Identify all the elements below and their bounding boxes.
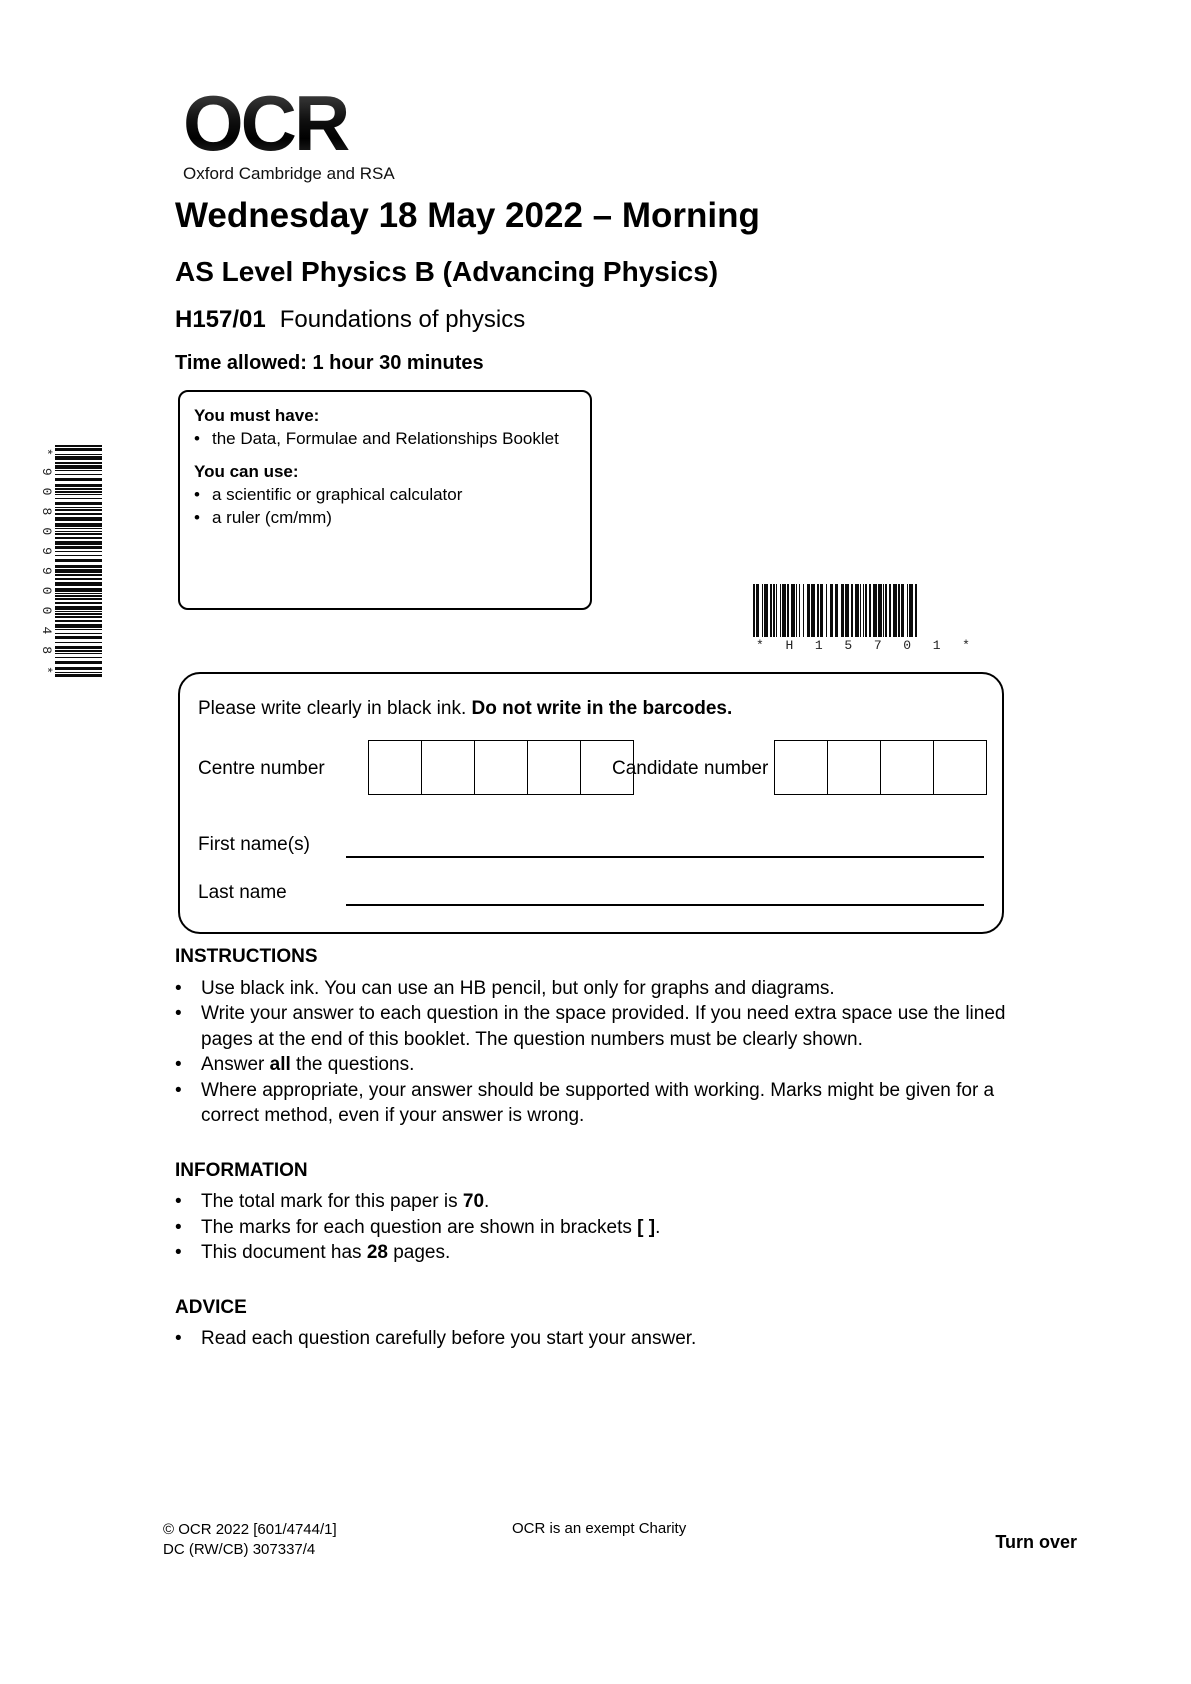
footer-copyright-line1: © OCR 2022 [601/4744/1] — [163, 1521, 337, 1538]
bullet-item: • Answer all the questions. — [175, 1052, 1027, 1078]
bullet-item: • The total mark for this paper is 70. — [175, 1189, 1027, 1215]
page-title: Wednesday 18 May 2022 – Morning — [175, 196, 760, 235]
bullet-dot: • — [175, 1054, 182, 1075]
number-cell[interactable] — [422, 740, 475, 795]
bullet-dot: • — [175, 977, 182, 999]
footer-copyright-line2: DC (RW/CB) 307337/4 — [163, 1541, 316, 1558]
can-use-label: You can use: — [194, 462, 299, 481]
number-cell[interactable] — [528, 740, 581, 795]
turn-over-label: Turn over — [995, 1532, 1077, 1552]
information-heading: INFORMATION — [175, 1159, 308, 1181]
candidate-number-label: Candidate number — [612, 758, 769, 779]
advice-list — [175, 1326, 1027, 1352]
first-name-field[interactable] — [346, 818, 984, 858]
requirements-box — [178, 390, 592, 610]
bullet-item: • Read each question carefully before you start your answer. — [175, 1326, 1027, 1352]
bullet-dot: • — [175, 1191, 182, 1212]
ocr-logo-tagline: Oxford Cambridge and RSA — [183, 164, 395, 183]
must-have-group — [194, 404, 576, 450]
paper-barcode-bars — [753, 584, 973, 637]
side-barcode — [34, 445, 102, 677]
bullet-item: • Where appropriate, your answer should be supported with working. Marks might be given for a correct method, even if your answer is wrong. — [175, 1078, 1027, 1129]
advice-heading: ADVICE — [175, 1296, 247, 1318]
footer-charity-note: OCR is an exempt Charity — [512, 1520, 687, 1537]
number-cell[interactable] — [881, 740, 934, 795]
last-name-label: Last name — [198, 882, 287, 903]
bullet-dot: • — [175, 1216, 182, 1238]
number-cell[interactable] — [368, 740, 422, 795]
paper-barcode — [753, 584, 973, 653]
candidate-details-box — [178, 672, 1004, 934]
must-have-label: You must have: — [194, 406, 320, 425]
instructions-list — [175, 976, 1027, 1129]
black-ink-notice: Please write clearly in black ink. Do not write in the barcodes. — [198, 698, 733, 719]
bullet-dot: • — [175, 1328, 182, 1349]
time-allowed: Time allowed: 1 hour 30 minutes — [175, 352, 484, 374]
information-section — [175, 1158, 1027, 1266]
candidate-number-cells — [774, 740, 987, 795]
bullet-dot: • — [175, 1079, 182, 1101]
can-use-group — [194, 460, 576, 529]
paper-code-line: H157/01 Foundations of physics — [175, 306, 526, 333]
last-name-row — [198, 868, 984, 906]
number-cell[interactable] — [774, 740, 828, 795]
bullet-item: • the Data, Formulae and Relationships Booklet — [194, 429, 559, 448]
advice-section — [175, 1295, 1027, 1352]
bullet-dot: • — [175, 1003, 182, 1024]
bullet-item: • The marks for each question are shown in brackets [ ]. — [175, 1215, 1027, 1241]
centre-number-cells — [368, 740, 634, 795]
side-barcode-text: * 9 0 8 0 9 9 0 0 4 8 * — [39, 448, 54, 674]
ocr-logo-text: OCR — [183, 84, 395, 162]
can-use-list — [194, 483, 576, 529]
instructions-heading: INSTRUCTIONS — [175, 946, 318, 967]
must-have-list — [194, 427, 576, 450]
number-cell[interactable] — [828, 740, 881, 795]
last-name-field[interactable] — [346, 866, 984, 906]
bullet-dot: • — [175, 1242, 182, 1263]
bullet-dot: • — [194, 485, 200, 504]
footer-copyright — [163, 1520, 337, 1560]
bullet-dot: • — [194, 429, 200, 448]
bullet-dot: • — [194, 508, 200, 527]
side-barcode-bars — [55, 445, 102, 677]
front-page-text — [175, 944, 1027, 1381]
first-name-label: First name(s) — [198, 834, 310, 855]
bullet-item: • This document has 28 pages. — [175, 1240, 1027, 1266]
number-cell[interactable] — [475, 740, 528, 795]
instructions-section — [175, 944, 1027, 1129]
information-list — [175, 1189, 1027, 1266]
bullet-item: • a ruler (cm/mm) — [194, 508, 332, 527]
centre-number-label: Centre number — [198, 758, 325, 779]
ocr-logo — [183, 79, 395, 184]
bullet-item: • Use black ink. You can use an HB pencil, but only for graphs and diagrams. — [175, 976, 1027, 1002]
bullet-item: • a scientific or graphical calculator — [194, 485, 463, 504]
number-cell[interactable] — [934, 740, 987, 795]
paper-barcode-text: * H 1 5 7 0 1 * — [756, 638, 970, 653]
qualification-subtitle: AS Level Physics B (Advancing Physics) — [175, 256, 719, 287]
bullet-item: • Write your answer to each question in the space provided. If you need extra space use the lined pages at the end of this booklet. The question numbers must be clearly shown. — [175, 1001, 1027, 1052]
first-name-row — [198, 820, 984, 858]
